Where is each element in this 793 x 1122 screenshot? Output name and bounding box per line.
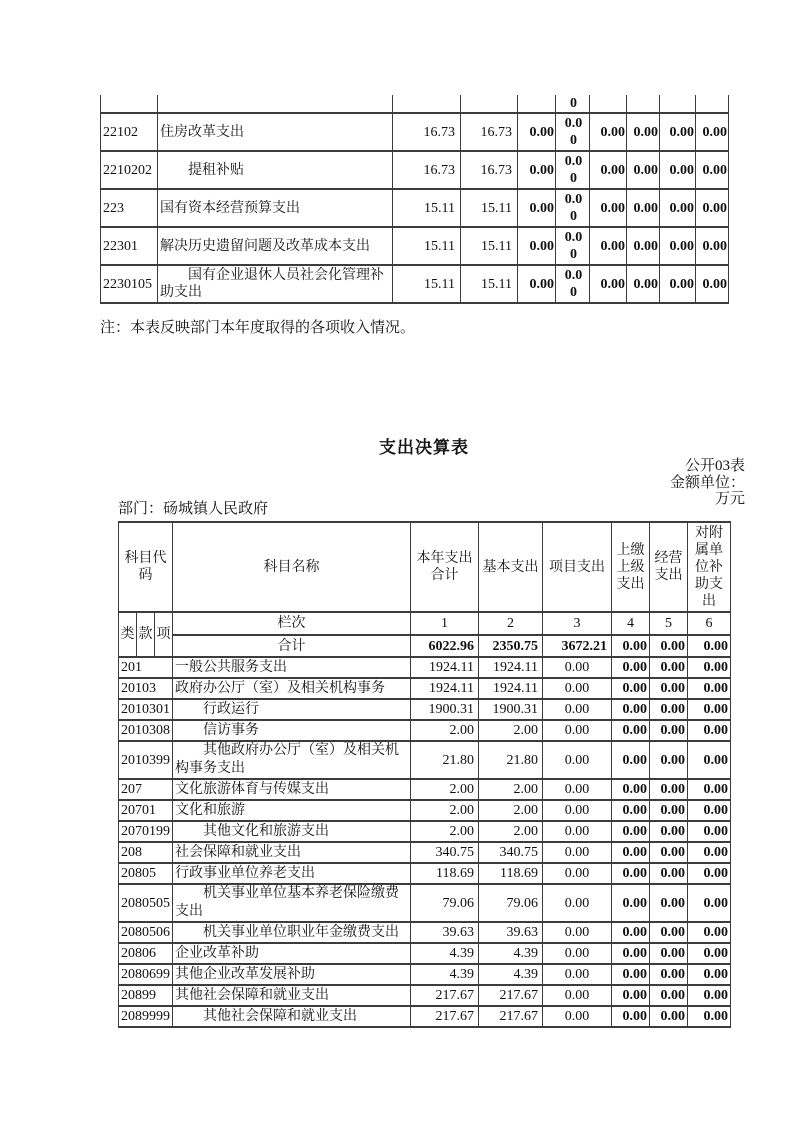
amount-cell: 217.67 xyxy=(479,985,543,1006)
amount-cell: 0.00 xyxy=(543,741,612,779)
amount-cell: 1924.11 xyxy=(479,678,543,699)
amount-cell: 4.39 xyxy=(411,943,479,964)
header-row xyxy=(119,522,731,612)
amount-cell xyxy=(660,95,696,113)
col-index: 5 xyxy=(650,612,688,635)
amount-cell: 0.00 xyxy=(650,800,688,821)
subject-code: 2230105 xyxy=(101,265,158,303)
amount-cell: 39.63 xyxy=(411,922,479,943)
amount-cell: 4.39 xyxy=(411,964,479,985)
amount-cell: 0.00 xyxy=(688,863,731,884)
total-cell: 0.00 xyxy=(688,635,731,657)
amount-cell: 340.75 xyxy=(411,842,479,863)
total-cell: 2350.75 xyxy=(479,635,543,657)
amount-cell: 2.00 xyxy=(411,720,479,741)
header-col-total: 本年支出合计 xyxy=(411,522,479,612)
subject-code: 2080699 xyxy=(119,964,173,985)
subject-code: 20899 xyxy=(119,985,173,1006)
amount-cell: 0.00 xyxy=(650,821,688,842)
amount-cell: 0.00 xyxy=(612,678,650,699)
amount-cell: 79.06 xyxy=(479,884,543,922)
subject-name: 其他政府办公厅（室）及相关机构事务支出 xyxy=(173,741,411,779)
amount-cell: 0.00 xyxy=(650,779,688,800)
amount-cell: 16.73 xyxy=(461,151,518,189)
amount-cell: 0 xyxy=(556,95,590,113)
expenditure-table xyxy=(118,521,731,1028)
subject-name: 其他企业改革发展补助 xyxy=(173,964,411,985)
amount-cell: 0.00 xyxy=(518,265,556,303)
total-cell: 0.00 xyxy=(612,635,650,657)
amount-cell: 15.11 xyxy=(393,227,461,265)
table-row xyxy=(119,821,731,842)
amount-cell: 16.73 xyxy=(393,113,461,151)
subject-code: 207 xyxy=(119,779,173,800)
amount-cell: 0.00 xyxy=(556,113,590,151)
amount-cell: 4.39 xyxy=(479,943,543,964)
amount-cell: 0.00 xyxy=(612,884,650,922)
amount-cell: 0.00 xyxy=(696,265,729,303)
table-row xyxy=(119,964,731,985)
table-row-partial xyxy=(101,95,729,113)
table-meta xyxy=(670,458,745,508)
amount-cell: 0.00 xyxy=(543,678,612,699)
amount-cell: 0.00 xyxy=(543,964,612,985)
amount-cell: 0.00 xyxy=(543,922,612,943)
amount-cell: 217.67 xyxy=(411,1006,479,1027)
amount-cell: 0.00 xyxy=(650,943,688,964)
total-row xyxy=(119,635,731,657)
amount-cell: 15.11 xyxy=(461,265,518,303)
subject-name: 文化旅游体育与传媒支出 xyxy=(173,779,411,800)
amount-cell: 0.00 xyxy=(688,943,731,964)
amount-cell: 0.00 xyxy=(696,189,729,227)
subcol-section: 款 xyxy=(137,612,155,657)
amount-cell: 0.00 xyxy=(556,265,590,303)
lanci-label: 栏次 xyxy=(173,612,411,635)
amount-cell: 79.06 xyxy=(411,884,479,922)
amount-cell: 15.11 xyxy=(461,189,518,227)
table-row xyxy=(119,779,731,800)
amount-cell: 0.00 xyxy=(518,113,556,151)
table-row xyxy=(119,943,731,964)
subject-name: 机关事业单位职业年金缴费支出 xyxy=(173,922,411,943)
header-col-project: 项目支出 xyxy=(543,522,612,612)
subject-code xyxy=(101,95,158,113)
header-subject-code: 科目代码 xyxy=(119,522,173,612)
amount-cell: 0.00 xyxy=(688,985,731,1006)
subject-name: 社会保障和就业支出 xyxy=(173,842,411,863)
subject-name: 国有资本经营预算支出 xyxy=(158,189,393,227)
amount-cell: 118.69 xyxy=(479,863,543,884)
subject-name: 解决历史遗留问题及改革成本支出 xyxy=(158,227,393,265)
amount-cell: 0.00 xyxy=(590,151,627,189)
subject-code: 2089999 xyxy=(119,1006,173,1027)
amount-cell: 1924.11 xyxy=(411,657,479,678)
unit-value: 万元 xyxy=(714,491,745,507)
col-index: 2 xyxy=(479,612,543,635)
sheet-number: 公开03表 xyxy=(684,458,745,474)
amount-cell: 21.80 xyxy=(479,741,543,779)
subject-name: 提租补贴 xyxy=(158,151,393,189)
table-row xyxy=(119,699,731,720)
amount-cell: 0.00 xyxy=(612,863,650,884)
subject-name: 文化和旅游 xyxy=(173,800,411,821)
amount-cell: 0.00 xyxy=(688,657,731,678)
amount-cell: 2.00 xyxy=(411,779,479,800)
subject-name: 住房改革支出 xyxy=(158,113,393,151)
subject-name: 企业改革补助 xyxy=(173,943,411,964)
subject-code: 2210202 xyxy=(101,151,158,189)
col-index: 3 xyxy=(543,612,612,635)
subject-code: 2010301 xyxy=(119,699,173,720)
subject-code: 20103 xyxy=(119,678,173,699)
total-label: 合计 xyxy=(173,635,411,657)
amount-cell: 0.00 xyxy=(696,151,729,189)
amount-cell: 0.00 xyxy=(650,884,688,922)
amount-cell: 21.80 xyxy=(411,741,479,779)
department-label: 部门：砀城镇人民政府 xyxy=(118,501,269,517)
amount-cell: 0.00 xyxy=(660,227,696,265)
amount-cell: 0.00 xyxy=(612,964,650,985)
unit-label: 金额单位： xyxy=(669,474,745,491)
amount-cell: 2.00 xyxy=(479,779,543,800)
table-row xyxy=(119,678,731,699)
amount-cell: 0.00 xyxy=(612,720,650,741)
table-row xyxy=(119,863,731,884)
amount-cell: 0.00 xyxy=(627,265,660,303)
amount-cell: 1900.31 xyxy=(411,699,479,720)
subcol-item: 项 xyxy=(155,612,173,657)
amount-cell: 0.00 xyxy=(612,741,650,779)
amount-cell: 15.11 xyxy=(393,189,461,227)
amount-cell: 0.00 xyxy=(688,699,731,720)
subject-code: 22102 xyxy=(101,113,158,151)
amount-cell: 2.00 xyxy=(479,800,543,821)
table-row xyxy=(119,657,731,678)
amount-cell: 2.00 xyxy=(411,821,479,842)
subject-name: 其他社会保障和就业支出 xyxy=(173,985,411,1006)
amount-cell: 0.00 xyxy=(518,227,556,265)
amount-cell: 0.00 xyxy=(688,800,731,821)
amount-cell: 1900.31 xyxy=(479,699,543,720)
column-index-row xyxy=(119,612,731,635)
header-subject-name: 科目名称 xyxy=(173,522,411,612)
amount-cell: 2.00 xyxy=(411,800,479,821)
amount-cell: 0.00 xyxy=(650,699,688,720)
subject-name: 一般公共服务支出 xyxy=(173,657,411,678)
subcol-class: 类 xyxy=(119,612,137,657)
subject-code: 2070199 xyxy=(119,821,173,842)
subject-code: 208 xyxy=(119,842,173,863)
subject-name: 机关事业单位基本养老保险缴费支出 xyxy=(173,884,411,922)
amount-cell: 0.00 xyxy=(627,189,660,227)
amount-cell: 16.73 xyxy=(461,113,518,151)
subject-name: 信访事务 xyxy=(173,720,411,741)
table-row xyxy=(101,189,729,227)
subject-name: 政府办公厅（室）及相关机构事务 xyxy=(173,678,411,699)
col-index: 6 xyxy=(688,612,731,635)
amount-cell: 0.00 xyxy=(612,922,650,943)
amount-cell: 0.00 xyxy=(543,985,612,1006)
amount-cell: 1924.11 xyxy=(479,657,543,678)
amount-cell: 0.00 xyxy=(688,741,731,779)
amount-cell: 4.39 xyxy=(479,964,543,985)
table-note: 注：本表反映部门本年度取得的各项收入情况。 xyxy=(100,320,416,336)
header-col-operating: 经营支出 xyxy=(650,522,688,612)
table-row xyxy=(119,1006,731,1027)
amount-cell: 0.00 xyxy=(650,863,688,884)
amount-cell: 0.00 xyxy=(660,265,696,303)
total-cell: 6022.96 xyxy=(411,635,479,657)
table-row xyxy=(119,800,731,821)
subject-code: 2080506 xyxy=(119,922,173,943)
header-col-upturn: 上缴上级支出 xyxy=(612,522,650,612)
table-row xyxy=(119,720,731,741)
amount-cell xyxy=(393,95,461,113)
subject-name: 行政事业单位养老支出 xyxy=(173,863,411,884)
amount-cell: 0.00 xyxy=(688,1006,731,1027)
amount-cell: 0.00 xyxy=(543,863,612,884)
amount-cell: 0.00 xyxy=(612,985,650,1006)
subject-code: 22301 xyxy=(101,227,158,265)
subject-code: 2010308 xyxy=(119,720,173,741)
income-table-body xyxy=(101,95,729,303)
amount-cell: 0.00 xyxy=(543,842,612,863)
amount-cell: 0.00 xyxy=(688,678,731,699)
col-index: 4 xyxy=(612,612,650,635)
amount-cell: 39.63 xyxy=(479,922,543,943)
amount-cell: 0.00 xyxy=(627,113,660,151)
table-row xyxy=(101,113,729,151)
subject-code: 20701 xyxy=(119,800,173,821)
amount-cell: 0.00 xyxy=(543,699,612,720)
amount-cell: 0.00 xyxy=(590,265,627,303)
amount-cell: 15.11 xyxy=(393,265,461,303)
amount-cell: 0.00 xyxy=(650,657,688,678)
amount-cell: 0.00 xyxy=(543,943,612,964)
amount-cell xyxy=(590,95,627,113)
amount-cell: 1924.11 xyxy=(411,678,479,699)
amount-cell: 0.00 xyxy=(650,964,688,985)
subject-code: 20806 xyxy=(119,943,173,964)
amount-cell: 0.00 xyxy=(650,741,688,779)
amount-cell: 0.00 xyxy=(518,189,556,227)
amount-cell: 217.67 xyxy=(411,985,479,1006)
amount-cell: 0.00 xyxy=(650,922,688,943)
amount-cell: 0.00 xyxy=(688,821,731,842)
table-row xyxy=(119,922,731,943)
subject-name: 国有企业退休人员社会化管理补助支出 xyxy=(158,265,393,303)
amount-cell: 0.00 xyxy=(688,884,731,922)
header-col-subsidy: 对附属单位补助支出 xyxy=(688,522,731,612)
amount-cell: 0.00 xyxy=(627,227,660,265)
subject-name: 其他文化和旅游支出 xyxy=(173,821,411,842)
amount-cell: 0.00 xyxy=(543,821,612,842)
amount-cell: 0.00 xyxy=(612,821,650,842)
amount-cell: 0.00 xyxy=(660,113,696,151)
amount-cell: 0.00 xyxy=(543,720,612,741)
expenditure-table-body xyxy=(119,657,731,1027)
amount-cell: 0.00 xyxy=(650,678,688,699)
table-row xyxy=(119,884,731,922)
amount-cell: 0.00 xyxy=(590,189,627,227)
subject-name xyxy=(158,95,393,113)
table-row xyxy=(119,741,731,779)
amount-cell: 0.00 xyxy=(556,151,590,189)
amount-cell: 0.00 xyxy=(688,779,731,800)
amount-cell: 0.00 xyxy=(518,151,556,189)
amount-cell xyxy=(696,95,729,113)
amount-cell: 0.00 xyxy=(612,943,650,964)
total-cell: 0.00 xyxy=(650,635,688,657)
amount-cell: 0.00 xyxy=(612,779,650,800)
subject-name: 其他社会保障和就业支出 xyxy=(173,1006,411,1027)
amount-cell: 0.00 xyxy=(543,1006,612,1027)
amount-cell: 2.00 xyxy=(479,821,543,842)
amount-cell: 0.00 xyxy=(543,779,612,800)
amount-cell: 0.00 xyxy=(543,800,612,821)
table-row xyxy=(101,151,729,189)
subject-code: 2010399 xyxy=(119,741,173,779)
amount-cell: 118.69 xyxy=(411,863,479,884)
table-row xyxy=(119,985,731,1006)
amount-cell: 0.00 xyxy=(612,699,650,720)
page-title: 支出决算表 xyxy=(379,438,469,457)
amount-cell: 0.00 xyxy=(688,964,731,985)
amount-cell: 340.75 xyxy=(479,842,543,863)
total-cell: 3672.21 xyxy=(543,635,612,657)
amount-cell: 0.00 xyxy=(688,922,731,943)
amount-cell: 0.00 xyxy=(650,1006,688,1027)
amount-cell: 0.00 xyxy=(612,800,650,821)
header-col-basic: 基本支出 xyxy=(479,522,543,612)
amount-cell: 0.00 xyxy=(612,657,650,678)
amount-cell: 0.00 xyxy=(590,227,627,265)
amount-cell: 0.00 xyxy=(627,151,660,189)
subject-code: 20805 xyxy=(119,863,173,884)
amount-cell: 0.00 xyxy=(660,189,696,227)
subject-code: 223 xyxy=(101,189,158,227)
amount-cell: 217.67 xyxy=(479,1006,543,1027)
amount-cell: 0.00 xyxy=(650,985,688,1006)
subject-code: 2080505 xyxy=(119,884,173,922)
amount-cell: 0.00 xyxy=(696,227,729,265)
amount-cell xyxy=(461,95,518,113)
table-row xyxy=(119,842,731,863)
amount-cell: 0.00 xyxy=(688,842,731,863)
income-table-continued xyxy=(100,95,729,304)
amount-cell xyxy=(627,95,660,113)
amount-cell: 0.00 xyxy=(650,842,688,863)
table-row xyxy=(101,227,729,265)
subject-name: 行政运行 xyxy=(173,699,411,720)
amount-cell: 0.00 xyxy=(688,720,731,741)
amount-cell: 2.00 xyxy=(479,720,543,741)
amount-cell: 15.11 xyxy=(461,227,518,265)
amount-cell: 0.00 xyxy=(612,1006,650,1027)
amount-cell: 0.00 xyxy=(590,113,627,151)
amount-cell: 0.00 xyxy=(696,113,729,151)
col-index: 1 xyxy=(411,612,479,635)
amount-cell xyxy=(518,95,556,113)
amount-cell: 0.00 xyxy=(650,720,688,741)
amount-cell: 0.00 xyxy=(660,151,696,189)
amount-cell: 0.00 xyxy=(543,884,612,922)
table-row xyxy=(101,265,729,303)
amount-cell: 0.00 xyxy=(556,189,590,227)
amount-cell: 0.00 xyxy=(612,842,650,863)
amount-cell: 16.73 xyxy=(393,151,461,189)
subject-code: 201 xyxy=(119,657,173,678)
amount-cell: 0.00 xyxy=(543,657,612,678)
amount-cell: 0.00 xyxy=(556,227,590,265)
